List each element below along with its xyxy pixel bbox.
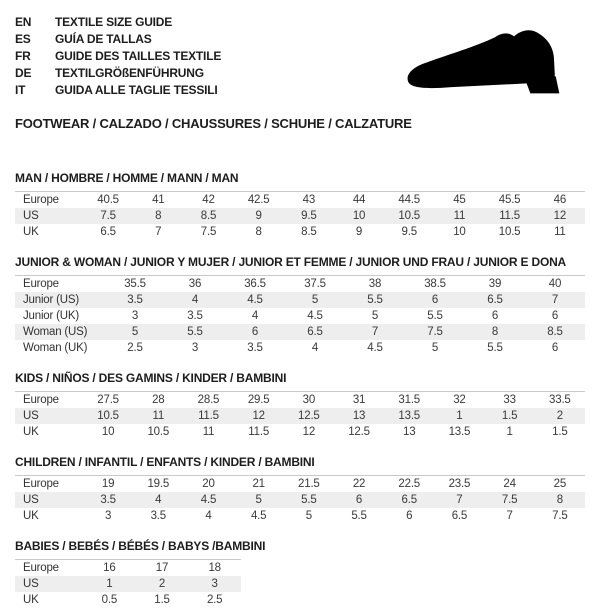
size-cell: 13 [334, 408, 384, 424]
size-cell: 7.5 [83, 208, 133, 224]
size-cell: 4 [311, 342, 319, 354]
language-code: DE [15, 66, 32, 80]
size-cell: 5.5 [284, 492, 334, 508]
size-cell: 2 [136, 576, 189, 592]
row-label: US [15, 576, 83, 592]
size-cell: 4.5 [225, 292, 285, 308]
table-row [15, 224, 585, 240]
size-cell: 7.5 [405, 324, 465, 340]
size-cell: 27.5 [97, 394, 119, 406]
size-cell: 6.5 [285, 324, 345, 340]
section-title-kids: KIDS / NIÑOS / DES GAMINS / KINDER / BAMBINI [15, 371, 287, 385]
table-row [15, 476, 585, 493]
size-cell: 44 [352, 194, 366, 206]
row-label: US [15, 492, 83, 508]
size-cell: 4 [133, 492, 183, 508]
size-table-junior-woman [15, 275, 585, 356]
size-cell: 11.5 [485, 208, 535, 224]
size-cell: 3.5 [105, 292, 165, 308]
size-cell: 6.5 [384, 492, 434, 508]
size-cell: 6.5 [451, 510, 468, 522]
size-cell: 13 [403, 426, 416, 438]
table-row [15, 560, 241, 577]
size-cell: 6 [491, 310, 499, 322]
row-label: UK [23, 426, 39, 438]
row-label: Europe [23, 394, 59, 406]
size-cell: 7 [345, 324, 405, 340]
size-cell: 10 [101, 426, 115, 438]
size-cell: 38.5 [424, 278, 446, 290]
size-cell: 22 [352, 478, 366, 490]
size-cell: 37.5 [304, 278, 326, 290]
size-cell: 39 [488, 278, 502, 290]
size-cell: 13.5 [448, 426, 471, 438]
size-cell: 18 [208, 562, 221, 574]
size-cell: 46 [553, 194, 567, 206]
size-section-junior-woman [15, 255, 585, 356]
size-cell: 23.5 [448, 478, 471, 490]
row-label: Europe [23, 194, 59, 206]
size-cell: 4 [251, 310, 259, 322]
size-cell: 11.5 [248, 426, 270, 438]
size-cell: 41 [152, 194, 165, 206]
size-cell: 6 [405, 292, 465, 308]
size-cell: 11 [554, 226, 566, 238]
table-row [15, 508, 585, 524]
size-cell: 32 [453, 394, 466, 406]
size-cell: 5 [285, 292, 345, 308]
size-cell: 4 [165, 292, 225, 308]
row-label: Europe [23, 478, 59, 490]
size-cell: 5 [105, 324, 165, 340]
size-cell: 22.5 [398, 478, 421, 490]
size-cell: 6 [551, 342, 559, 354]
table-row [15, 292, 585, 308]
size-cell: 8 [133, 208, 183, 224]
size-table-kids [15, 391, 585, 440]
size-cell: 0.5 [101, 594, 118, 606]
row-label: Junior (UK) [23, 310, 79, 322]
size-cell: 8.5 [301, 226, 317, 238]
size-cell: 2.5 [127, 342, 143, 354]
size-cell: 6.5 [465, 292, 525, 308]
size-section-kids [15, 371, 585, 440]
table-row [15, 492, 585, 508]
size-cell: 4.5 [367, 342, 383, 354]
size-cell: 43 [302, 194, 316, 206]
size-cell: 5.5 [487, 342, 503, 354]
size-cell: 1 [434, 408, 484, 424]
size-cell: 1.5 [552, 426, 568, 438]
size-cell: 6 [551, 310, 559, 322]
size-cell: 11 [434, 208, 484, 224]
row-label: Europe [23, 278, 59, 290]
size-cell: 9 [355, 226, 363, 238]
size-cell: 10.5 [147, 426, 170, 438]
size-cell: 10.5 [384, 208, 434, 224]
table-row [15, 576, 241, 592]
size-cell: 2.5 [206, 594, 223, 606]
row-label: Junior (US) [15, 292, 105, 308]
size-cell: 12 [302, 426, 316, 438]
size-cell: 30 [302, 394, 316, 406]
language-title: TEXTILE SIZE GUIDE [55, 15, 173, 29]
size-cell: 31.5 [398, 394, 421, 406]
size-cell: 1 [83, 576, 136, 592]
size-cell: 44.5 [398, 194, 421, 206]
row-label: UK [23, 226, 39, 238]
size-cell: 3.5 [187, 310, 203, 322]
size-cell: 1 [506, 426, 513, 438]
size-cell: 7.5 [200, 226, 217, 238]
size-cell: 4.5 [307, 310, 323, 322]
size-section-man [15, 171, 585, 240]
size-cell: 5 [234, 492, 284, 508]
size-cell: 36.5 [244, 278, 266, 290]
size-cell: 11 [202, 426, 215, 438]
row-label: Europe [23, 562, 59, 574]
size-cell: 21 [252, 478, 265, 490]
size-cell: 24 [503, 478, 516, 490]
size-section-children [15, 455, 585, 524]
row-label: US [15, 208, 83, 224]
size-cell: 10.5 [498, 226, 521, 238]
row-label: UK [23, 510, 39, 522]
size-cell: 11.5 [183, 408, 233, 424]
size-cell: 33.5 [549, 394, 571, 406]
size-cell: 38 [368, 278, 382, 290]
size-cell: 40.5 [97, 194, 119, 206]
size-cell: 5.5 [427, 310, 443, 322]
size-cell: 10.5 [83, 408, 133, 424]
size-cell: 5 [305, 510, 312, 522]
size-cell: 42.5 [247, 194, 270, 206]
size-cell: 2 [535, 408, 585, 424]
size-cell: 5.5 [351, 510, 367, 522]
row-label: Woman (US) [15, 324, 105, 340]
table-row [15, 276, 585, 293]
table-row [15, 408, 585, 424]
size-cell: 11 [133, 408, 183, 424]
size-cell: 9.5 [284, 208, 334, 224]
size-table-children [15, 475, 585, 524]
size-table-babies [15, 559, 241, 608]
language-title: GUIDA ALLE TAGLIE TESSILI [55, 83, 218, 97]
size-cell: 8 [255, 226, 262, 238]
size-cell: 8.5 [525, 324, 585, 340]
shoe-icon [400, 28, 572, 100]
size-cell: 29.5 [247, 394, 270, 406]
size-table-man [15, 191, 585, 240]
size-cell: 5.5 [165, 324, 225, 340]
size-cell: 8.5 [183, 208, 233, 224]
size-cell: 25 [553, 478, 567, 490]
size-cell: 12.5 [348, 426, 370, 438]
size-cell: 28.5 [197, 394, 220, 406]
size-cell: 3.5 [247, 342, 263, 354]
size-cell: 9.5 [401, 226, 417, 238]
size-cell: 5.5 [345, 292, 405, 308]
size-cell: 3.5 [150, 510, 166, 522]
table-row [15, 424, 585, 440]
size-cell: 5 [371, 310, 379, 322]
table-row [15, 392, 585, 409]
size-cell: 1.5 [485, 408, 535, 424]
size-cell: 7.5 [485, 492, 535, 508]
language-title: GUÍA DE TALLAS [55, 32, 152, 46]
row-label: UK [23, 594, 39, 606]
size-cell: 4.5 [250, 510, 267, 522]
size-cell: 3.5 [83, 492, 133, 508]
size-tables [15, 171, 585, 608]
language-code: EN [15, 15, 32, 29]
size-cell: 4 [205, 510, 212, 522]
size-cell: 7 [155, 226, 162, 238]
size-cell: 6 [406, 510, 413, 522]
size-cell: 28 [152, 394, 165, 406]
size-cell: 13.5 [384, 408, 434, 424]
language-code: IT [15, 83, 26, 97]
size-cell: 33 [503, 394, 516, 406]
size-cell: 16 [103, 562, 116, 574]
row-label: Woman (UK) [23, 342, 88, 354]
size-cell: 5 [431, 342, 439, 354]
size-cell: 8 [535, 492, 585, 508]
section-title-children: CHILDREN / INFANTIL / ENFANTS / KINDER / BAMBINI [15, 455, 315, 469]
size-cell: 12 [234, 408, 284, 424]
language-title: TEXTILGRÖßENFÜHRUNG [55, 66, 204, 80]
size-cell: 7 [525, 292, 585, 308]
size-cell: 7 [434, 492, 484, 508]
size-cell: 19.5 [147, 478, 170, 490]
size-cell: 21.5 [298, 478, 320, 490]
size-cell: 3 [188, 576, 241, 592]
size-cell: 3 [104, 510, 112, 522]
language-code: ES [15, 32, 31, 46]
size-cell: 6.5 [100, 226, 116, 238]
row-label: US [15, 408, 83, 424]
size-cell: 7 [506, 510, 513, 522]
size-cell: 12 [535, 208, 585, 224]
table-row [15, 592, 241, 608]
section-title-babies: BABIES / BEBÉS / BÉBÉS / BABYS /BAMBINI [15, 539, 266, 553]
size-cell: 31 [352, 394, 366, 406]
size-cell: 36 [188, 278, 202, 290]
size-cell: 6 [334, 492, 384, 508]
size-cell: 10 [334, 208, 384, 224]
size-cell: 45.5 [498, 194, 521, 206]
table-row [15, 192, 585, 209]
size-section-babies [15, 539, 585, 608]
size-cell: 3 [191, 342, 199, 354]
size-cell: 4.5 [183, 492, 233, 508]
size-cell: 10 [453, 226, 466, 238]
size-cell: 40 [548, 278, 562, 290]
size-cell: 45 [453, 194, 466, 206]
size-cell: 20 [202, 478, 215, 490]
size-cell: 42 [202, 194, 215, 206]
size-cell: 1.5 [154, 594, 170, 606]
table-row [15, 308, 585, 324]
table-row [15, 340, 585, 356]
section-title-junior-woman: JUNIOR & WOMAN / JUNIOR Y MUJER / JUNIOR ET FEMME / JUNIOR UND FRAU / JUNIOR E DONA [15, 255, 567, 269]
size-cell: 19 [101, 478, 115, 490]
size-cell: 35.5 [124, 278, 146, 290]
size-cell: 3 [131, 310, 139, 322]
size-cell: 6 [225, 324, 285, 340]
size-cell: 17 [155, 562, 169, 574]
size-cell: 8 [465, 324, 525, 340]
size-cell: 9 [234, 208, 284, 224]
table-row [15, 324, 585, 340]
table-row [15, 208, 585, 224]
size-cell: 12.5 [284, 408, 334, 424]
language-title: GUIDE DES TAILLES TEXTILE [55, 49, 222, 63]
size-cell: 7.5 [552, 510, 568, 522]
language-code: FR [15, 49, 31, 63]
section-title-man: MAN / HOMBRE / HOMME / MANN / MAN [15, 171, 239, 185]
category-title: FOOTWEAR / CALZADO / CHAUSSURES / SCHUHE / CALZATURE [15, 116, 412, 131]
